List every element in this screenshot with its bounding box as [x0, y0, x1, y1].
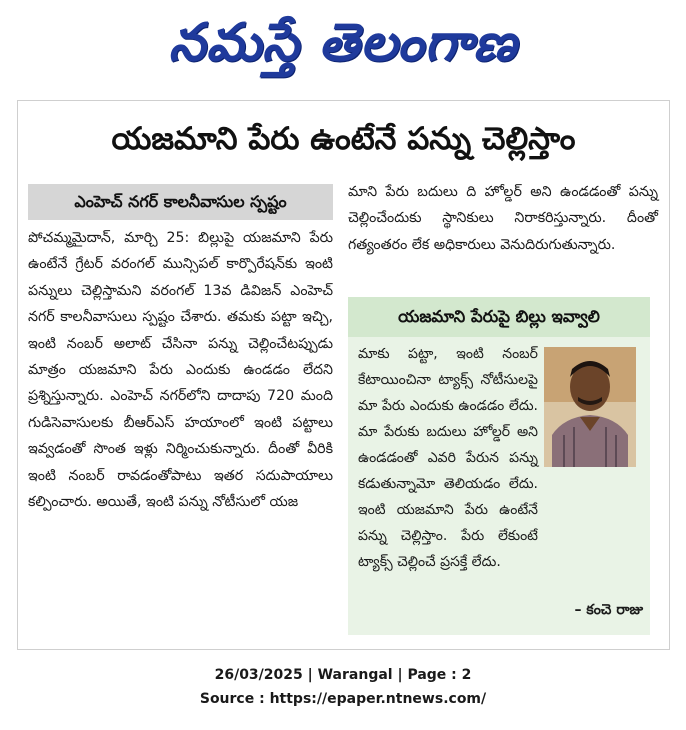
article-headline: యజమాని పేరు ఉంటేనే పన్ను చెల్లిస్తాం	[111, 121, 576, 157]
article-body-left	[28, 225, 333, 515]
article-subhead: ఎంహెచ్ నగర్ కాలనీవాసుల స్పష్టం	[28, 184, 333, 220]
body-left-text: పోచమ్మమైదాన్, మార్చి 25: బిల్లుపై యజమాని పేరు ఉంటేనే గ్రేటర్ వరంగల్ మున్సిపల్ కార్పొరేషన్‌కు ఇంటి పన్నులు చెల్లిస్తామని వరంగల్ 13వ డివిజన్ ఎంహెచ్ నగర్ కాలనీవాసులు స్పష్టం చేశారు. తమకు పట్టా ఇచ్చి, ఇంటి నంబర్ అలాట్ చేసినా పన్ను చెల్లించేటప్పుడు మాత్రం యజమాని పేరు ఎందుకు ఉండడం లేదని ప్రశ్నిస్తున్నారు. ఎంహెచ్ నగర్‌లోని దాదాపు 720 మంది గుడిసెవాసులకు బీఆర్‌ఎస్ హయాంలో ఇంటి పట్టాలు ఇవ్వడంతో సొంత ఇళ్లు నిర్మించుకున్నారు. దీంతో వీరికి ఇంటి నంబర్ రావడంతోపాటు ఇతర సదుపాయాలు కల్పించారు. అయితే, ఇంటి పన్ను నోటీసులో యజ	[28, 230, 333, 511]
article-clipping	[17, 100, 670, 650]
masthead	[0, 4, 686, 82]
footer-source: Source : https://epaper.ntnews.com/	[199, 691, 487, 707]
body-right-text: మాని పేరు బదులు ది హోల్డర్ అని ఉండడంతో పన్ను చెల్లించేందుకు స్థానికులు నిరాకరిస్తున్నారు. దీంతో గత్యంతరం లేక అధికారులు వెనుదిరుగుతున్నారు.	[348, 184, 658, 253]
article-body-right	[348, 179, 658, 258]
quote-text: మాకు పట్టా, ఇంటి నంబర్ కేటాయించినా ట్యాక్స్ నోటీసులపై మా పేరు ఎందుకు ఉండడం లేదు. మా పేరుకు బదులు హోల్డర్ అని ఉండడంతో ఎవరి పేరున పన్ను కడుతున్నామో తెలియడం లేదు. ఇంటి యజమాని పేరు ఉంటేనే పన్ను చెల్లిస్తాం. పేరు లేకుంటే ట్యాక్స్ చెల్లించే ప్రసక్తే లేదు.	[358, 346, 538, 570]
quote-box-text	[358, 341, 640, 575]
quote-box-title: యజమాని పేరుపై బిల్లు ఇవ్వాలి	[348, 297, 650, 337]
quote-byline: – కంచె రాజు	[574, 602, 643, 618]
footer-edition-info: 26/03/2025 | Warangal | Page : 2	[214, 667, 472, 683]
newspaper-logo: నమస్తే తెలంగాణ	[168, 12, 518, 73]
quote-box	[348, 297, 650, 635]
